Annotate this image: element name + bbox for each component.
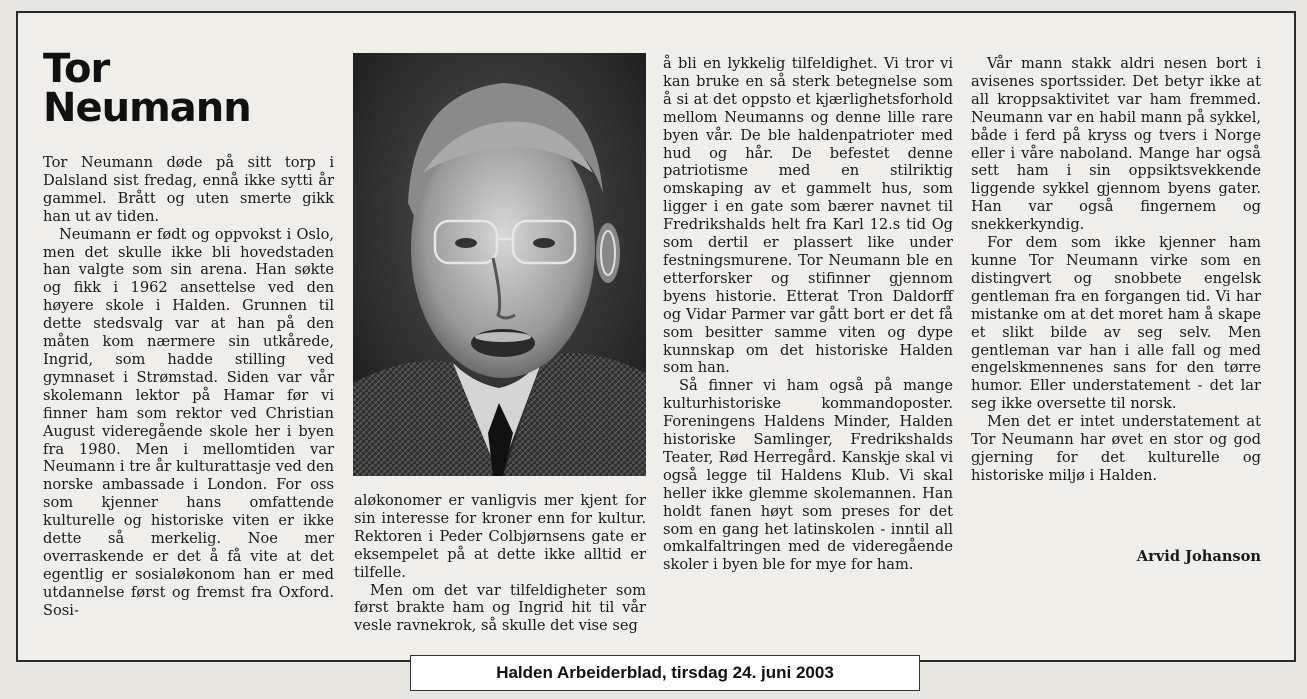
paragraph: aløkonomer er vanligvis mer kjent for sin interesse for kroner enn for kultur. Rektoren i Peder Colbjørnsens gate er eksempelet på at dette ikke alltid er tilfelle. (354, 492, 646, 581)
portrait-photo (353, 53, 646, 476)
paragraph: Så finner vi ham også på mange kulturhistoriske kommandoposter. Foreningens Haldens Minder, Halden historiske Samlinger, Fredrikshalds Teater, Rød Herregård. Kanskje skal vi også legge til Haldens Klub. Vi skal heller ikke glemme skolemannen. Han holdt fanen høyt som preses for det som en gang het latinskolen - inntil all omkalfaltringen med de videregående skoler i byen ble for mye for ham. (663, 377, 953, 574)
article-column-1 (43, 154, 334, 620)
portrait-photo-drawing (353, 53, 646, 476)
headline-line-1: Tor (43, 46, 110, 92)
paragraph: å bli en lykkelig tilfeldighet. Vi tror vi kan bruke en så sterk betegnelse som å si at det oppsto et kjærlighetsforhold mellom Neumanns og denne lille rare byen vår. De ble haldenpatrioter med hud og hår. De befestet denne patriotisme med en stilriktig omskaping av et gammelt hus, som ligger i en gate som bærer navnet til Fredrikshalds helt fra Karl 12.s tid Og som dertil er plassert like under festningsmurene. Tor Neumann ble en etterforsker og stifinner gjennom byens historie. Etterat Tron Daldorff og Vidar Parmer var gått bort er det få som besitter samme viten og dype kunnskap om det historiske Halden som han. (663, 55, 953, 377)
paragraph: Neumann er født og oppvokst i Oslo, men det skulle ikke bli hovedstaden han valgte som sin arena. Han søkte og fikk i 1962 ansettelse ved den høyere skole i Halden. Grunnen til dette stedsvalg var at han på den måten kom nærmere sin utkårede, Ingrid, som hadde stilling ved gymnaset i Strømstad. Siden var vår skolemann lektor på Hamar før vi finner ham som rektor ved Christian August videregående skole her i byen fra 1980. Men i mellomtiden var Neumann i tre år kulturattasje ved den norske ambassade i London. For oss som kjenner hans omfattende kulturelle og historiske viten er ikke dette så merkelig. Noe mer overraskende er det å få vite at det egentlig er sosialøkonom han er med utdannelse først og fremst fra Oxford. Sosi- (43, 225, 334, 619)
source-caption: Halden Arbeiderblad, tirsdag 24. juni 2003 (410, 655, 920, 691)
headline-line-2: Neumann (43, 85, 251, 131)
article-byline: Arvid Johanson (1136, 548, 1261, 565)
article-headline (43, 46, 343, 131)
paragraph: Vår mann stakk aldri nesen bort i avisenes sportssider. Det betyr ikke at all kroppsaktivitet var ham fremmed. Neumann var en habil mann på sykkel, både i ferd på kryss og tvers i Norge eller i våre naboland. Mange har også sett ham i sin oppsiktsvekkende liggende sykkel gjennom byens gater. Han var også fingernem og snekkerkyndig. (971, 55, 1261, 234)
paragraph: Men det er intet understatement at Tor Neumann har øvet en stor og god gjerning for det kulturelle og historiske miljø i Halden. (971, 413, 1261, 484)
paragraph: Men om det var tilfeldigheter som først brakte ham og Ingrid hit til vår vesle ravnekrok, så skulle det vise seg (354, 581, 646, 635)
paragraph: For dem som ikke kjenner ham kunne Tor Neumann virke som en distingvert og snobbete engelsk gentleman fra en forgangen tid. Vi har mistanke om at det moret ham å skape et slikt bilde av seg selv. Men gentleman var han i alle fall og med engelskmennenes sans for den tørre humor. Eller understatement - det lar seg ikke oversette til norsk. (971, 234, 1261, 413)
article-column-4 (971, 55, 1261, 485)
article-column-2 (354, 492, 646, 635)
paragraph: Tor Neumann døde på sitt torp i Dalsland sist fredag, ennå ikke sytti år gammel. Brått og uten smerte gikk han ut av tiden. (43, 154, 334, 225)
article-column-3 (663, 55, 953, 574)
